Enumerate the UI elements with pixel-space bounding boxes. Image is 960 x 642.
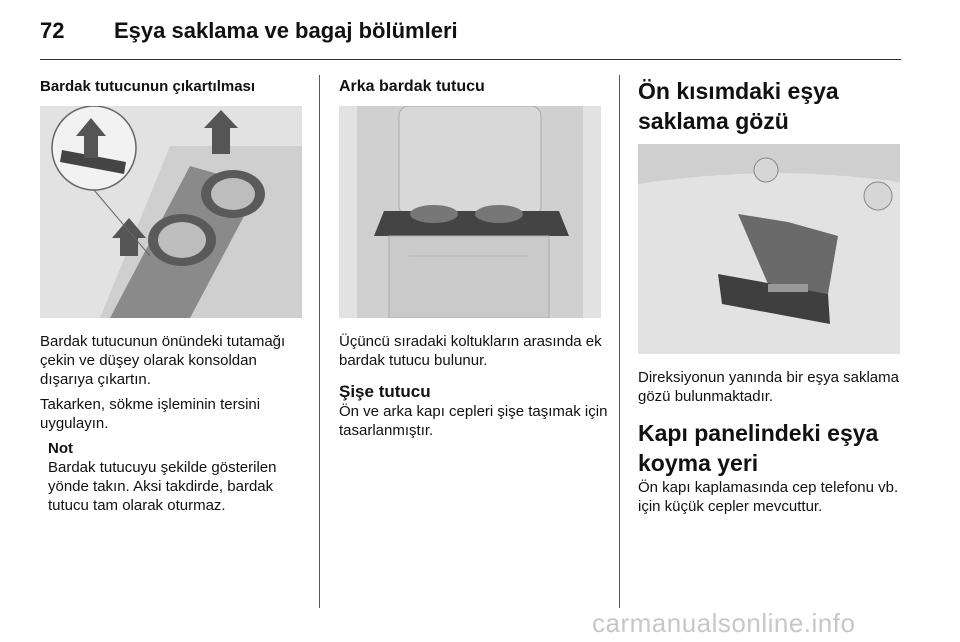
note-label: Not xyxy=(48,440,73,457)
watermark: carmanualsonline.info xyxy=(592,608,856,638)
section-heading-front-storage: Ön kısımdaki eşya saklama gözü xyxy=(638,78,839,134)
cup-holder-removal-illustration xyxy=(40,106,302,318)
page-title: Eşya saklama ve bagaj bölümleri xyxy=(114,18,458,43)
column-divider-2 xyxy=(619,75,620,608)
rear-cup-holder-illustration xyxy=(339,106,601,318)
section-heading-bottle-holder: Şişe tutucu xyxy=(339,382,431,401)
front-storage-compartment-illustration xyxy=(638,144,900,354)
rear-cup-holder-text: Üçüncü sıradaki koltukların arasında ek bardak tutucu bulunur. xyxy=(339,333,602,369)
door-panel-storage-text: Ön kapı kaplamasında cep telefonu vb. için küçük cepler mevcuttur. xyxy=(638,479,899,515)
note-box xyxy=(48,439,308,515)
reinstall-text: Takarken, sökme işleminin tersini uygulayın. xyxy=(40,396,261,432)
cup-holder-removal-text: Bardak tutucunun önündeki tutamağı çekin ve düşey olarak konsoldan dışarıya çıkartın. xyxy=(40,333,286,388)
page-number: 72 xyxy=(40,18,65,43)
front-storage-text: Direksiyonun yanında bir eşya saklama gözü bulunmaktadır. xyxy=(638,369,899,405)
column-divider-1 xyxy=(319,75,320,608)
column-front-storage xyxy=(638,76,908,516)
column-cup-holder-removal xyxy=(40,78,308,515)
bottle-holder-text: Ön ve arka kapı cepleri şişe taşımak için tasarlanmıştır. xyxy=(339,403,608,439)
column-rear-cup-holder xyxy=(339,78,609,440)
section-heading-rear-cup-holder: Arka bardak tutucu xyxy=(339,78,485,95)
note-text: Bardak tutucuyu şekilde gösterilen yönde takın. Aksi takdirde, bardak tutucu tam olarak oturmaz. xyxy=(48,459,277,514)
section-heading-cup-holder-removal: Bardak tutucunun çıkartılması xyxy=(40,78,256,95)
header-divider xyxy=(40,59,901,60)
section-heading-door-panel-storage: Kapı panelindeki eşya koyma yeri xyxy=(638,420,879,476)
